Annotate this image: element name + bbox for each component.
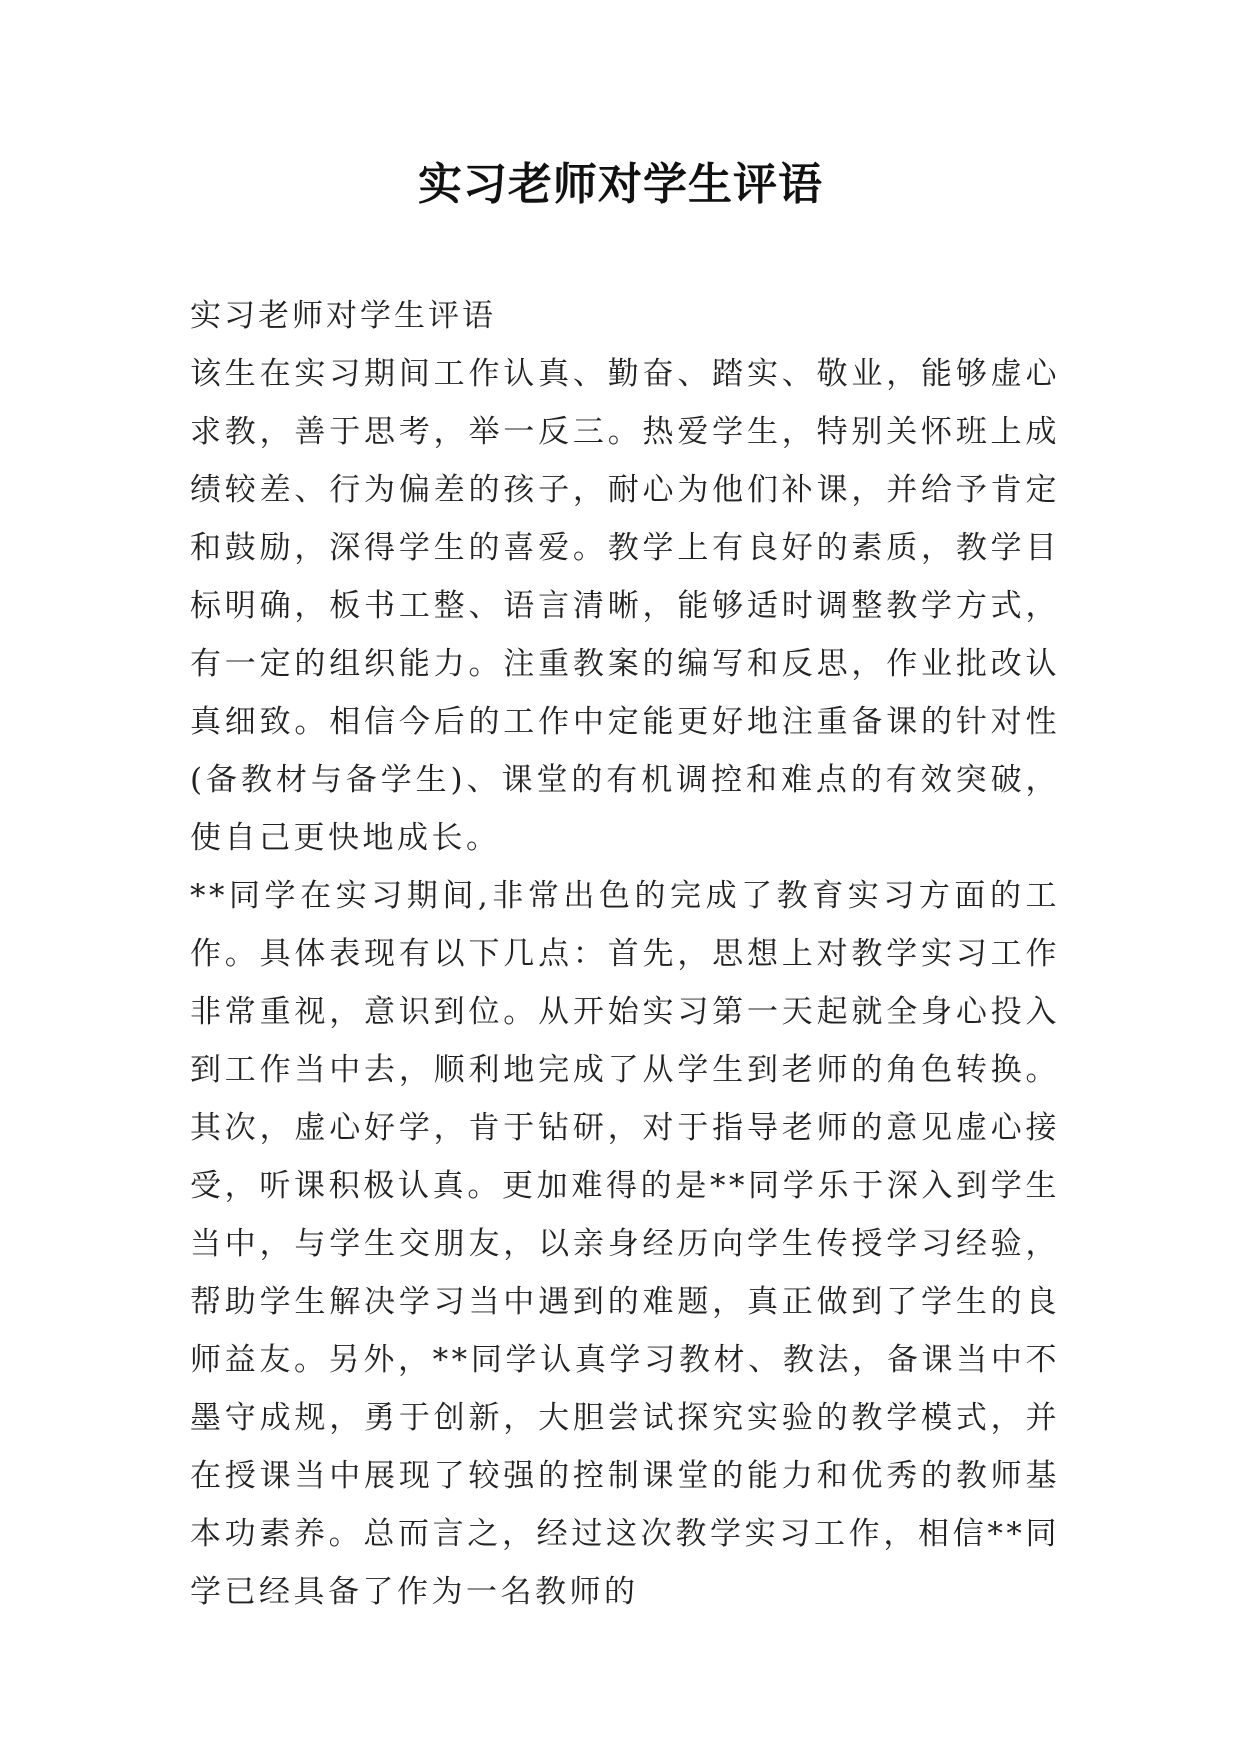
document-subtitle: 实习老师对学生评语 — [190, 298, 496, 334]
document-title: 实习老师对学生评语 — [418, 159, 823, 210]
paragraph-1: 该生在实习期间工作认真、勤奋、踏实、敬业，能够虚心求教，善于思考，举一反三。热爱学生，特别关怀班上成绩较差、行为偏差的孩子，耐心为他们补课，并给予肯定和鼓励，深得学生的喜爱。教学上有良好的素质，教学目标明确，板书工整、语言清晰，能够适时调整教学方式，有一定的组织能力。注重教案的编写和反思，作业批改认真细致。相信今后的工作中定能更好地注重备课的针对性(备教材与备学生)、课堂的有机调控和难点的有效突破，使自己更快地成长。 — [190, 356, 1060, 856]
paragraph-2: **同学在实习期间,非常出色的完成了教育实习方面的工作。具体表现有以下几点：首先，思想上对教学实习工作非常重视，意识到位。从开始实习第一天起就全身心投入到工作当中去，顺利地完成了从学生到老师的角色转换。其次，虚心好学，肯于钻研，对于指导老师的意见虚心接受，听课积极认真。更加难得的是**同学乐于深入到学生当中，与学生交朋友，以亲身经历向学生传授学习经验，帮助学生解决学习当中遇到的难题，真正做到了学生的良师益友。另外，**同学认真学习教材、教法，备课当中不墨守成规，勇于创新，大胆尝试探究实验的教学模式，并在授课当中展现了较强的控制课堂的能力和优秀的教师基本功素养。总而言之，经过这次教学实习工作，相信**同学已经具备了作为一名教师的 — [190, 878, 1060, 1610]
document-body — [190, 287, 1060, 1621]
